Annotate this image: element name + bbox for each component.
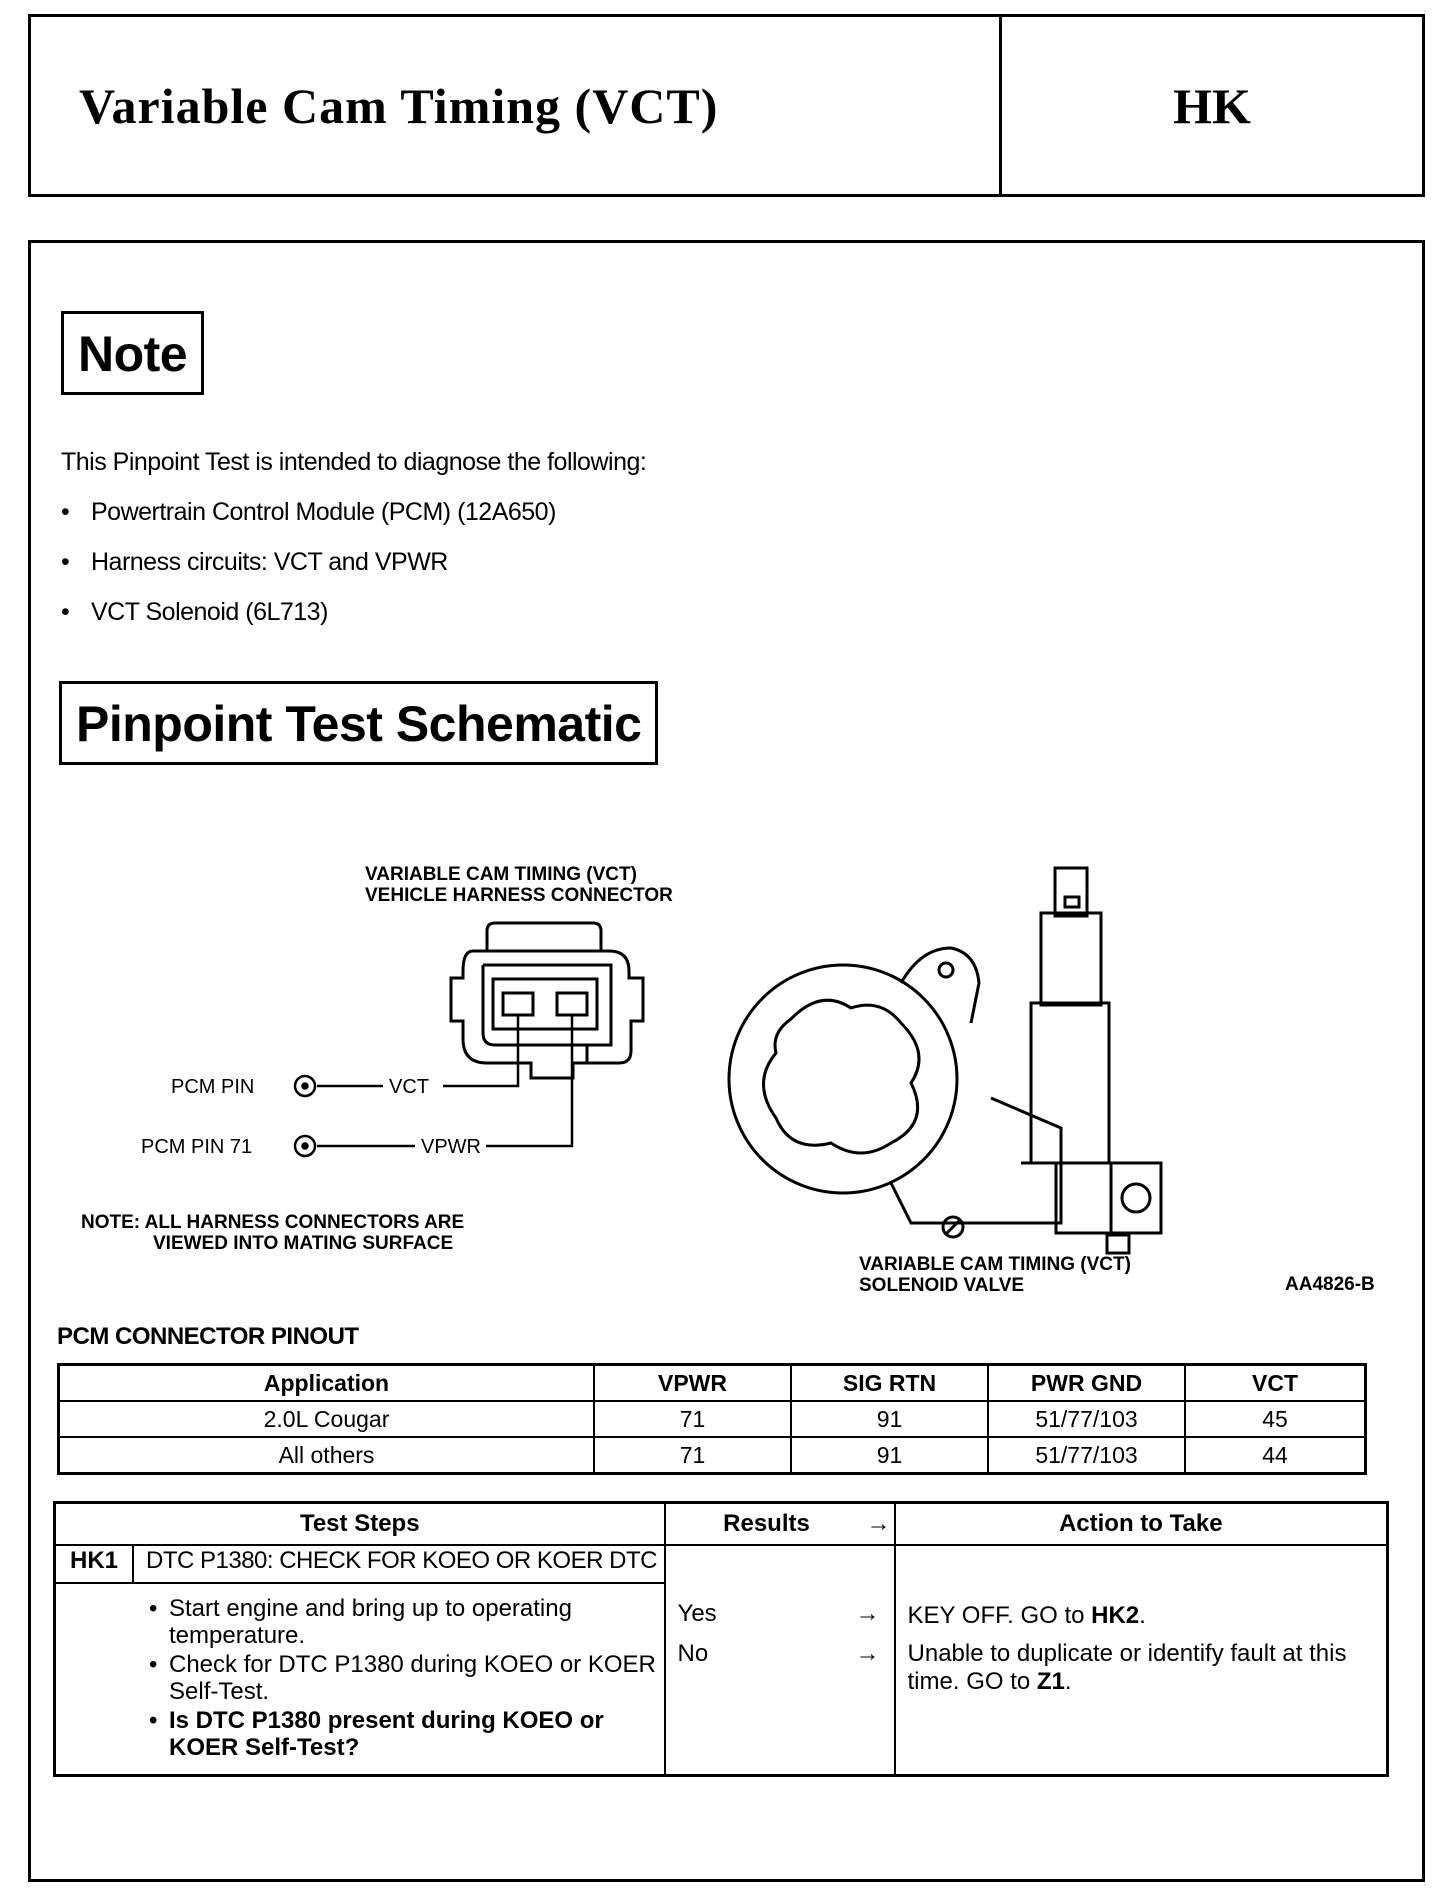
list-item: • VCT Solenoid (6L713)	[61, 598, 556, 627]
table-header-row	[59, 1365, 1366, 1402]
result-no	[678, 1634, 882, 1674]
content-panel	[28, 240, 1425, 1882]
note-intro: This Pinpoint Test is intended to diagnose the following:	[61, 448, 647, 476]
table-cell: 2.0L Cougar	[59, 1401, 595, 1437]
table-cell: 91	[791, 1437, 988, 1474]
instruction-list	[57, 1595, 663, 1761]
table-cell: 51/77/103	[988, 1437, 1185, 1474]
column-header: Application	[59, 1365, 595, 1402]
table-cell: 44	[1185, 1437, 1366, 1474]
schematic-note-line2: VIEWED INTO MATING SURFACE	[153, 1233, 454, 1254]
schematic-heading: Pinpoint Test Schematic	[59, 681, 658, 765]
column-header: PWR GND	[988, 1365, 1185, 1402]
test-steps-header: Test Steps	[55, 1503, 665, 1546]
page-title: Variable Cam Timing (VCT)	[31, 17, 1002, 194]
action-yes-target: HK2	[1091, 1602, 1140, 1629]
section-code: HK	[1173, 77, 1251, 134]
arrow-icon: →	[855, 1640, 880, 1667]
action-cell	[895, 1545, 1388, 1776]
table-row	[59, 1437, 1366, 1474]
table-cell: 51/77/103	[988, 1401, 1185, 1437]
pcm-pin-71-label: PCM PIN 71	[141, 1136, 253, 1158]
result-no-label: No	[677, 1640, 709, 1667]
table-cell: All others	[59, 1437, 595, 1474]
table-cell: 91	[791, 1401, 988, 1437]
column-header: VPWR	[594, 1365, 791, 1402]
pin-terminals	[295, 1076, 315, 1156]
table-header-row	[55, 1503, 1388, 1546]
page-header	[28, 14, 1425, 197]
action-no-suffix: .	[1064, 1668, 1072, 1695]
connector-label-line2: VEHICLE HARNESS CONNECTOR	[365, 885, 673, 906]
valve-label-line1: VARIABLE CAM TIMING (VCT)	[859, 1254, 1131, 1275]
result-yes	[678, 1594, 882, 1634]
action-header: Action to Take	[895, 1503, 1388, 1546]
harness-connector-drawing	[451, 923, 643, 1078]
figure-id: AA4826-B	[1285, 1274, 1375, 1295]
instructions-cell	[55, 1583, 665, 1776]
pinout-table	[57, 1363, 1367, 1475]
pinout-title: PCM CONNECTOR PINOUT	[57, 1323, 359, 1350]
action-no-text: Unable to duplicate or identify fault at this time. GO to	[907, 1640, 1347, 1695]
results-label: Results	[723, 1510, 810, 1537]
column-header: VCT	[1185, 1365, 1366, 1402]
table-cell: 71	[594, 1437, 791, 1474]
vct-circuit-label: VCT	[389, 1076, 429, 1098]
results-cell	[665, 1545, 895, 1776]
action-yes	[908, 1602, 1374, 1630]
table-row	[55, 1545, 1388, 1583]
action-yes-text: KEY OFF. GO to	[907, 1602, 1092, 1629]
table-cell: 71	[594, 1401, 791, 1437]
schematic-diagram	[31, 783, 1421, 1313]
step-id: HK1	[55, 1545, 134, 1583]
vpwr-circuit-label: VPWR	[421, 1136, 481, 1158]
pcm-pin-label: PCM PIN	[171, 1076, 255, 1098]
note-heading: Note	[61, 311, 204, 395]
schematic-note-line1: NOTE: ALL HARNESS CONNECTORS ARE	[81, 1212, 465, 1233]
note-list	[61, 498, 556, 648]
connector-label-line1: VARIABLE CAM TIMING (VCT)	[365, 864, 637, 885]
list-item: • Harness circuits: VCT and VPWR	[61, 548, 556, 577]
list-item: • Powertrain Control Module (PCM) (12A650)	[61, 498, 556, 527]
list-item: • Start engine and bring up to operating temperature.	[57, 1595, 663, 1649]
action-no-target: Z1	[1036, 1668, 1065, 1695]
action-yes-suffix: .	[1139, 1602, 1146, 1629]
test-steps-table	[53, 1501, 1389, 1777]
results-header	[665, 1503, 895, 1546]
wiring	[317, 1015, 572, 1146]
arrow-icon: →	[855, 1600, 880, 1627]
question-item: • Is DTC P1380 present during KOEO or KOER Self-Test?	[57, 1707, 663, 1761]
valve-label-line2: SOLENOID VALVE	[859, 1275, 1025, 1296]
table-cell: 45	[1185, 1401, 1366, 1437]
list-item: • Check for DTC P1380 during KOEO or KOER Self-Test.	[57, 1651, 663, 1705]
action-no	[908, 1640, 1374, 1696]
step-title: DTC P1380: CHECK FOR KOEO OR KOER DTC	[133, 1545, 665, 1583]
result-yes-label: Yes	[677, 1600, 717, 1627]
column-header: SIG RTN	[791, 1365, 988, 1402]
solenoid-valve-drawing	[729, 868, 1161, 1253]
table-row	[59, 1401, 1366, 1437]
arrow-icon: →	[866, 1510, 891, 1537]
